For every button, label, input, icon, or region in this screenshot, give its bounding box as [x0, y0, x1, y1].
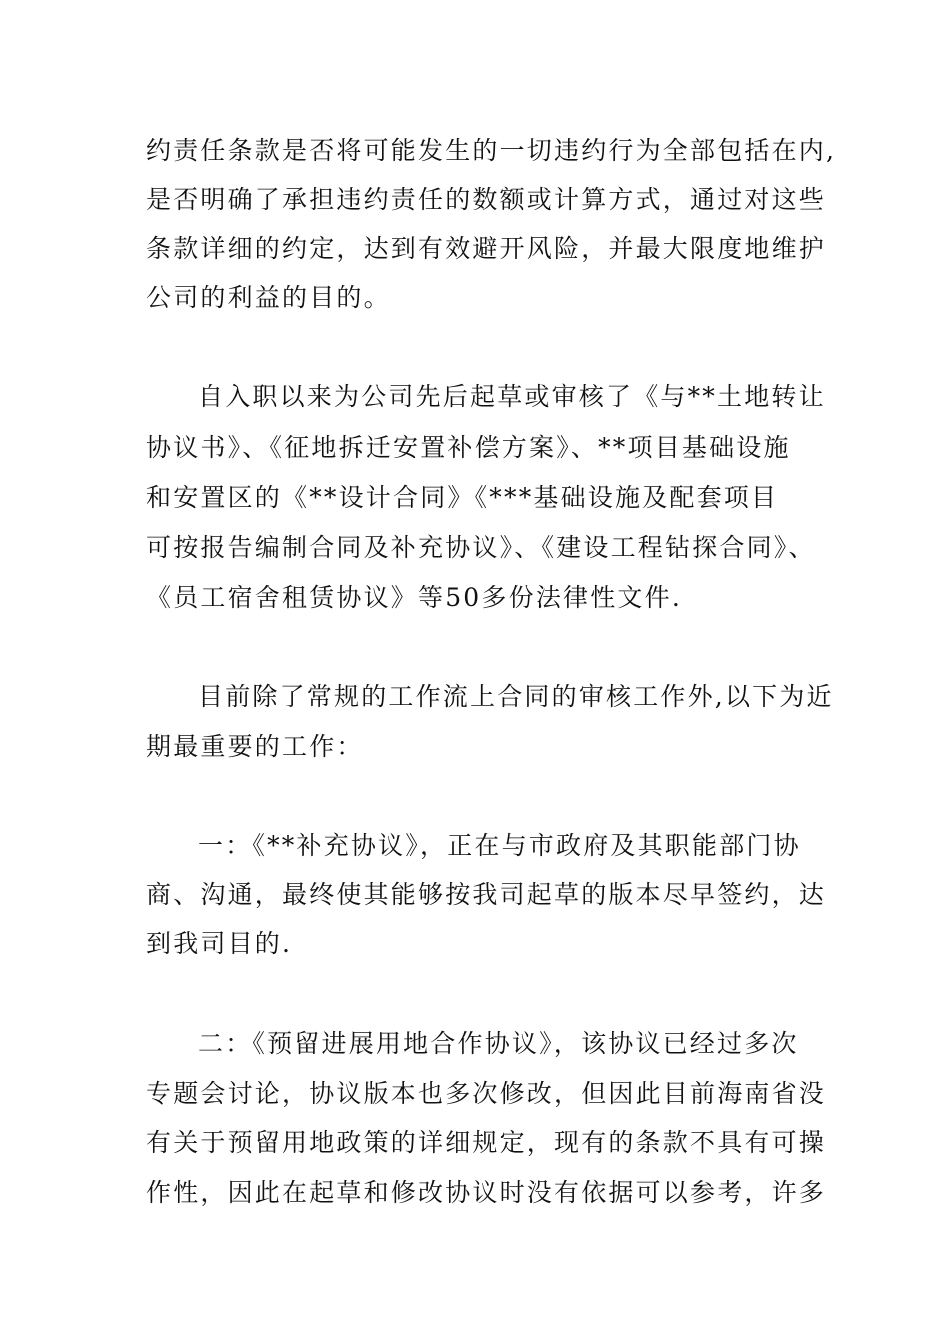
paragraph-2-line-1: 自入职以来为公司先后起草或审核了《与**土地转让	[198, 382, 826, 411]
paragraph-1-line-3: 条款详细的约定，达到有效避开风险，并最大限度地维护	[146, 234, 827, 263]
paragraph-1-line-1: 约责任条款是否将可能发生的一切违约行为全部包括在内,	[146, 136, 837, 165]
paragraph-3-line-1: 目前除了常规的工作流上合同的审核工作外,以下为近	[198, 682, 834, 711]
paragraph-5-line-4: 作性，因此在起草和修改协议时没有依据可以参考，许多	[146, 1178, 827, 1207]
paragraph-4-line-3: 到我司目的.	[146, 929, 293, 958]
paragraph-1-line-4: 公司的利益的目的。	[146, 283, 391, 312]
paragraph-4-line-2: 商、沟通，最终使其能够按我司起草的版本尽早签约，达	[146, 880, 827, 909]
paragraph-5-line-3: 有关于预留用地政策的详细规定，现有的条款不具有可操	[146, 1128, 827, 1157]
paragraph-2-line-5: 《员工宿舍租赁协议》等50多份法律性文件.	[146, 583, 682, 612]
paragraph-4-line-1: 一：《**补充协议》，正在与市政府及其职能部门协	[198, 831, 801, 860]
paragraph-2-line-2: 协议书》、《征地拆迁安置补偿方案》、**项目基础设施	[146, 433, 791, 462]
paragraph-5-line-2: 专题会讨论，协议版本也多次修改，但因此目前海南省没	[146, 1079, 827, 1108]
paragraph-1-line-2: 是否明确了承担违约责任的数额或计算方式，通过对这些	[146, 185, 827, 214]
paragraph-3-line-2: 期最重要的工作：	[146, 732, 364, 761]
paragraph-5-line-1: 二：《预留进展用地合作协议》，该协议已经过多次	[198, 1029, 799, 1058]
paragraph-2-line-4: 可按报告编制合同及补充协议》、《建设工程钻探合同》、	[146, 533, 816, 562]
paragraph-2-line-3: 和安置区的《**设计合同》《***基础设施及配套项目	[146, 483, 779, 512]
